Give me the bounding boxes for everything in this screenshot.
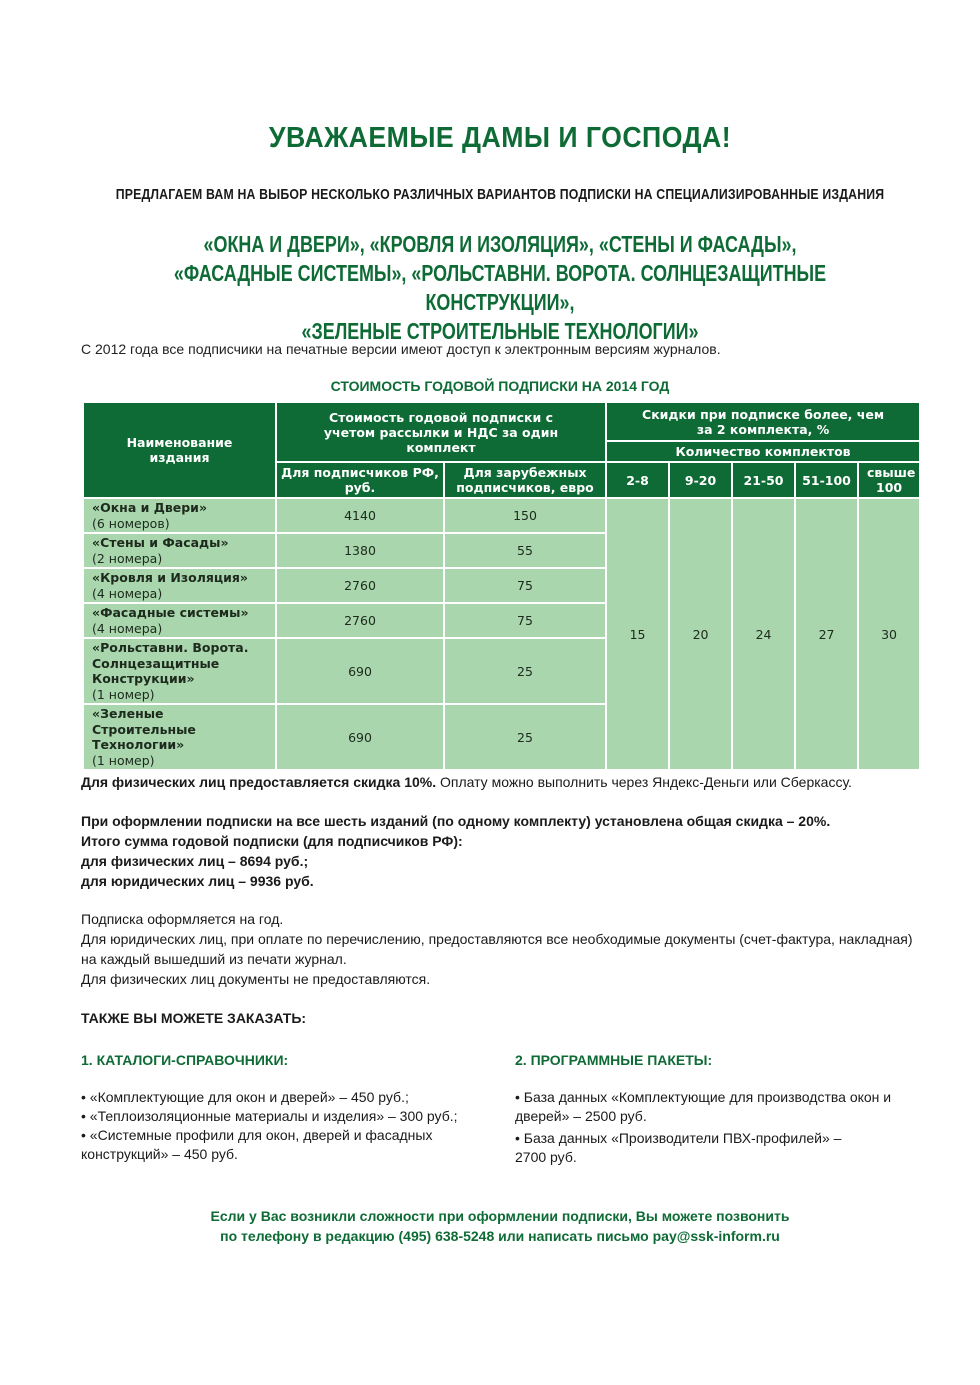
bundle-discount-note: При оформлении подписки на все шесть изданий (по одному комплекту) установлена общая скидка – 20%. Итого сумма годовой подписки (для подписчиков РФ): для физических лиц – 8694 руб.; для юридических лиц – 9936 руб. (81, 813, 831, 889)
header-qty-9-20: 9-20 (669, 462, 732, 498)
price-foreign: 25 (444, 704, 606, 770)
header-discount-group: Скидки при подписке более, чем за 2 комплекта, % (606, 402, 920, 441)
publication-name: «Окна и Двери» (6 номеров) (83, 498, 276, 533)
price-foreign: 25 (444, 638, 606, 704)
software-title: 2. ПРОГРАММНЫЕ ПАКЕТЫ: (515, 1052, 713, 1068)
table-title: СТОИМОСТЬ ГОДОВОЙ ПОДПИСКИ НА 2014 ГОД (330, 378, 670, 394)
journal-list-heading (110, 230, 890, 346)
journal-line: «ЗЕЛЕНЫЕ СТРОИТЕЛЬНЫЕ ТЕХНОЛОГИИ» (301, 318, 699, 344)
price-rf: 690 (276, 704, 444, 770)
individual-discount-note: Для физических лиц предоставляется скидка 10%. Оплату можно выполнить через Яндекс-Деньги или Сберкассу. (81, 774, 852, 790)
price-foreign: 75 (444, 603, 606, 638)
journal-line: «ФАСАДНЫЕ СИСТЕМЫ», «РОЛЬСТАВНИ. ВОРОТА. СОЛНЦЕЗАЩИТНЫЕ КОНСТРУКЦИИ», (173, 260, 827, 315)
header-cost-group: Стоимость годовой подписки с учетом рассылки и НДС за один комплект (276, 402, 606, 462)
discount-21-50: 24 (732, 498, 795, 770)
header-quantity-group: Количество комплектов (606, 441, 920, 462)
header-qty-21-50: 21-50 (732, 462, 795, 498)
catalogs-section (81, 1051, 501, 1164)
publication-name: «Кровля и Изоляция» (4 номера) (83, 568, 276, 603)
header-qty-100-plus: свыше 100 (858, 462, 920, 498)
price-rf: 2760 (276, 568, 444, 603)
header-name: Наименование издания (83, 402, 276, 498)
price-rf: 690 (276, 638, 444, 704)
publication-name: «Стены и Фасады» (2 номера) (83, 533, 276, 568)
header-cost-rf: Для подписчиков РФ, руб. (276, 462, 444, 498)
price-foreign: 55 (444, 533, 606, 568)
publication-name: «Рольставни. Ворота. Солнцезащитные Конструкции» (1 номер) (83, 638, 276, 704)
catalog-item: • «Теплоизоляционные материалы и изделия» – 300 руб.; (81, 1108, 458, 1124)
price-foreign: 150 (444, 498, 606, 533)
header-qty-51-100: 51-100 (795, 462, 858, 498)
catalog-item: • «Системные профили для окон, дверей и фасадных конструкций» – 450 руб. (81, 1127, 433, 1162)
price-rf: 1380 (276, 533, 444, 568)
catalogs-title: 1. КАТАЛОГИ-СПРАВОЧНИКИ: (81, 1052, 289, 1068)
header-qty-2-8: 2-8 (606, 462, 669, 498)
discount-100-plus: 30 (858, 498, 920, 770)
page-title: УВАЖАЕМЫЕ ДАМЫ И ГОСПОДА! (268, 122, 732, 154)
journal-line: «ОКНА И ДВЕРИ», «КРОВЛЯ И ИЗОЛЯЦИЯ», «СТЕНЫ И ФАСАДЫ», (203, 231, 797, 257)
price-table (82, 401, 921, 771)
header-cost-foreign: Для зарубежных подписчиков, евро (444, 462, 606, 498)
publication-name: «Фасадные системы» (4 номера) (83, 603, 276, 638)
price-rf: 2760 (276, 603, 444, 638)
publication-name: «Зеленые Строительные Технологии» (1 номер) (83, 704, 276, 770)
contact-info: Если у Вас возникли сложности при оформлении подписки, Вы можете позвонить по телефону в редакцию (495) 638-5248 или написать письмо pay@ssk-inform.ru (210, 1208, 790, 1244)
intro-text: С 2012 года все подписчики на печатные версии имеют доступ к электронным версиям журналов. (81, 341, 721, 357)
table-row (83, 498, 920, 533)
order-title: ТАКЖЕ ВЫ МОЖЕТЕ ЗАКАЗАТЬ: (81, 1010, 307, 1026)
terms-note: Подписка оформляется на год. Для юридических лиц, при оплате по перечислению, предоставляются все необходимые документы (счет-фактура, накладная) на каждый вышедший из печати журнал. Для физических лиц документы не предоставляются. (81, 911, 913, 987)
discount-9-20: 20 (669, 498, 732, 770)
discount-2-8: 15 (606, 498, 669, 770)
software-section (515, 1051, 925, 1167)
software-item: • База данных «Комплектующие для производства окон и дверей» – 2500 руб. (515, 1089, 892, 1124)
catalog-item: • «Комплектующие для окон и дверей» – 450 руб.; (81, 1089, 409, 1105)
price-rf: 4140 (276, 498, 444, 533)
software-item: • База данных «Производители ПВХ-профилей» – 2700 руб. (515, 1130, 842, 1165)
page-subtitle: ПРЕДЛАГАЕМ ВАМ НА ВЫБОР НЕСКОЛЬКО РАЗЛИЧНЫХ ВАРИАНТОВ ПОДПИСКИ НА СПЕЦИАЛИЗИРОВАННЫЕ ИЗДАНИЯ (115, 186, 885, 203)
discount-51-100: 27 (795, 498, 858, 770)
price-foreign: 75 (444, 568, 606, 603)
